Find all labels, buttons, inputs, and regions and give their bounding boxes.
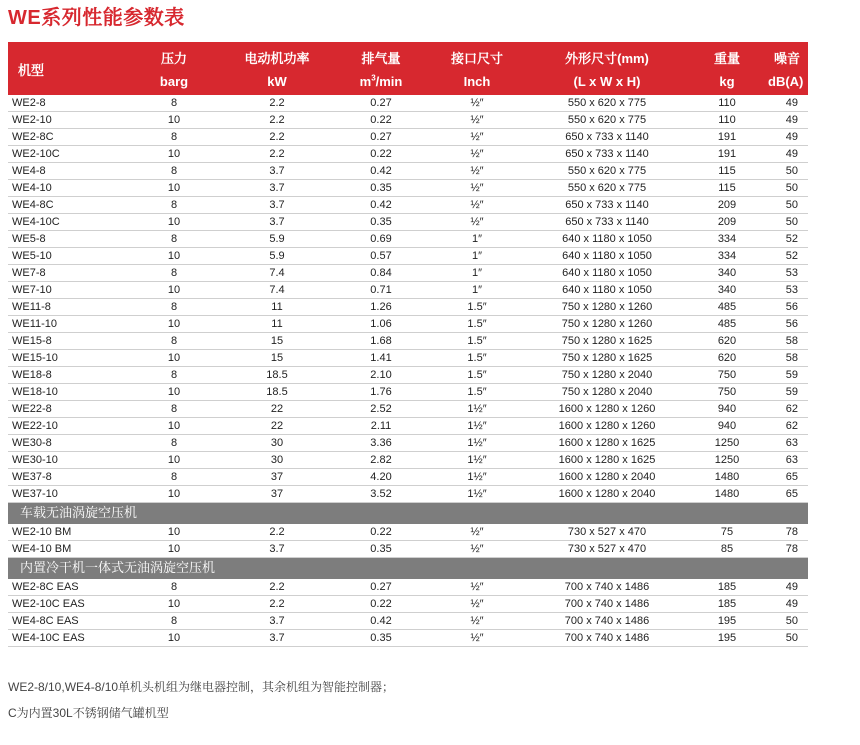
footnote-2: C为内置30L不锈钢储气罐机型 [8, 706, 169, 720]
header-weight: 重量 [686, 42, 768, 71]
cell-weight: 191 [686, 146, 768, 163]
cell-weight: 620 [686, 350, 768, 367]
header-dimensions-unit: (L x W x H) [528, 71, 686, 95]
cell-power: 5.9 [218, 231, 336, 248]
cell-weight: 1480 [686, 469, 768, 486]
cell-noise: 50 [768, 214, 808, 231]
cell-power: 18.5 [218, 384, 336, 401]
cell-air-delivery: 2.10 [336, 367, 426, 384]
cell-model: WE2-10C EAS [8, 596, 130, 613]
footnote-1: WE2-8/10,WE4-8/10单机头机组为继电器控制，其余机组为智能控制器； [8, 680, 395, 694]
cell-air-delivery: 0.42 [336, 163, 426, 180]
cell-weight: 75 [686, 524, 768, 541]
table-row [8, 630, 808, 647]
table-row [8, 469, 808, 486]
cell-air-delivery: 0.35 [336, 630, 426, 647]
spec-table [8, 42, 808, 647]
table-row [8, 541, 808, 558]
cell-power: 15 [218, 333, 336, 350]
cell-pressure: 10 [130, 630, 218, 647]
cell-model: WE22-8 [8, 401, 130, 418]
cell-noise: 49 [768, 579, 808, 596]
cell-power: 2.2 [218, 524, 336, 541]
cell-port-size: 1½″ [426, 469, 528, 486]
cell-noise: 78 [768, 524, 808, 541]
group-header-row [8, 558, 808, 579]
cell-air-delivery: 0.35 [336, 541, 426, 558]
table-row [8, 146, 808, 163]
cell-power: 3.7 [218, 197, 336, 214]
table-row [8, 435, 808, 452]
cell-power: 3.7 [218, 630, 336, 647]
cell-power: 22 [218, 418, 336, 435]
cell-air-delivery: 0.42 [336, 197, 426, 214]
cell-weight: 620 [686, 333, 768, 350]
cell-model: WE4-10 BM [8, 541, 130, 558]
table-row [8, 129, 808, 146]
cell-noise: 56 [768, 316, 808, 333]
cell-port-size: 1.5″ [426, 350, 528, 367]
cell-pressure: 8 [130, 579, 218, 596]
table-row [8, 299, 808, 316]
cell-port-size: ½″ [426, 146, 528, 163]
cell-noise: 62 [768, 418, 808, 435]
group-header-row [8, 503, 808, 524]
cell-weight: 940 [686, 418, 768, 435]
table-row [8, 367, 808, 384]
table-row [8, 248, 808, 265]
cell-weight: 209 [686, 197, 768, 214]
cell-model: WE5-10 [8, 248, 130, 265]
cell-pressure: 10 [130, 596, 218, 613]
cell-dimensions: 1600 x 1280 x 1625 [528, 435, 686, 452]
cell-dimensions: 1600 x 1280 x 2040 [528, 469, 686, 486]
cell-power: 2.2 [218, 129, 336, 146]
cell-power: 2.2 [218, 596, 336, 613]
cell-port-size: 1½″ [426, 418, 528, 435]
cell-dimensions: 730 x 527 x 470 [528, 524, 686, 541]
cell-port-size: ½″ [426, 596, 528, 613]
cell-power: 2.2 [218, 146, 336, 163]
cell-weight: 485 [686, 299, 768, 316]
cell-port-size: 1″ [426, 282, 528, 299]
cell-pressure: 8 [130, 333, 218, 350]
cell-power: 11 [218, 299, 336, 316]
cell-air-delivery: 0.27 [336, 95, 426, 112]
cell-noise: 56 [768, 299, 808, 316]
cell-dimensions: 750 x 1280 x 1625 [528, 350, 686, 367]
cell-port-size: ½″ [426, 180, 528, 197]
cell-noise: 49 [768, 95, 808, 112]
cell-model: WE2-8C EAS [8, 579, 130, 596]
header-pressure: 压力 [130, 42, 218, 71]
cell-port-size: ½″ [426, 579, 528, 596]
table-row [8, 384, 808, 401]
cell-noise: 50 [768, 197, 808, 214]
cell-model: WE11-8 [8, 299, 130, 316]
cell-pressure: 10 [130, 112, 218, 129]
cell-pressure: 10 [130, 524, 218, 541]
table-row [8, 197, 808, 214]
cell-noise: 58 [768, 350, 808, 367]
cell-weight: 110 [686, 112, 768, 129]
header-port-size: 接口尺寸 [426, 42, 528, 71]
cell-noise: 50 [768, 163, 808, 180]
cell-weight: 195 [686, 613, 768, 630]
cell-dimensions: 640 x 1180 x 1050 [528, 282, 686, 299]
table-row [8, 596, 808, 613]
cell-model: WE4-8C EAS [8, 613, 130, 630]
cell-weight: 110 [686, 95, 768, 112]
cell-pressure: 8 [130, 401, 218, 418]
cell-air-delivery: 3.52 [336, 486, 426, 503]
cell-weight: 334 [686, 231, 768, 248]
cell-noise: 53 [768, 282, 808, 299]
cell-air-delivery: 0.42 [336, 613, 426, 630]
cell-pressure: 8 [130, 367, 218, 384]
cell-noise: 59 [768, 367, 808, 384]
cell-weight: 1480 [686, 486, 768, 503]
air-unit-base: m [359, 74, 372, 89]
cell-dimensions: 1600 x 1280 x 2040 [528, 486, 686, 503]
cell-port-size: ½″ [426, 112, 528, 129]
cell-port-size: 1.5″ [426, 299, 528, 316]
cell-port-size: 1½″ [426, 452, 528, 469]
cell-model: WE2-10C [8, 146, 130, 163]
cell-power: 5.9 [218, 248, 336, 265]
cell-noise: 50 [768, 630, 808, 647]
cell-model: WE2-8 [8, 95, 130, 112]
cell-model: WE22-10 [8, 418, 130, 435]
cell-weight: 209 [686, 214, 768, 231]
cell-port-size: 1″ [426, 265, 528, 282]
cell-air-delivery: 1.41 [336, 350, 426, 367]
cell-pressure: 8 [130, 469, 218, 486]
cell-model: WE37-8 [8, 469, 130, 486]
table-row [8, 231, 808, 248]
cell-weight: 340 [686, 265, 768, 282]
table-row [8, 282, 808, 299]
table-row [8, 163, 808, 180]
header-power: 电动机功率 [218, 42, 336, 71]
cell-weight: 485 [686, 316, 768, 333]
cell-power: 2.2 [218, 579, 336, 596]
cell-pressure: 8 [130, 163, 218, 180]
footnotes [8, 676, 394, 728]
cell-port-size: ½″ [426, 163, 528, 180]
header-noise-unit: dB(A) [768, 71, 808, 95]
cell-pressure: 10 [130, 486, 218, 503]
cell-air-delivery: 1.26 [336, 299, 426, 316]
cell-air-delivery: 0.22 [336, 112, 426, 129]
cell-weight: 334 [686, 248, 768, 265]
cell-power: 3.7 [218, 613, 336, 630]
cell-dimensions: 1600 x 1280 x 1260 [528, 418, 686, 435]
cell-weight: 750 [686, 384, 768, 401]
cell-port-size: ½″ [426, 95, 528, 112]
cell-air-delivery: 0.35 [336, 214, 426, 231]
cell-pressure: 10 [130, 282, 218, 299]
cell-dimensions: 650 x 733 x 1140 [528, 146, 686, 163]
header-air-delivery: 排气量 [336, 42, 426, 71]
cell-model: WE11-10 [8, 316, 130, 333]
table-row [8, 613, 808, 630]
cell-weight: 115 [686, 180, 768, 197]
cell-model: WE15-8 [8, 333, 130, 350]
cell-air-delivery: 2.52 [336, 401, 426, 418]
cell-dimensions: 650 x 733 x 1140 [528, 129, 686, 146]
cell-noise: 63 [768, 452, 808, 469]
cell-dimensions: 640 x 1180 x 1050 [528, 231, 686, 248]
cell-power: 7.4 [218, 282, 336, 299]
cell-power: 15 [218, 350, 336, 367]
cell-air-delivery: 1.06 [336, 316, 426, 333]
header-noise: 噪音 [768, 42, 808, 71]
cell-dimensions: 550 x 620 x 775 [528, 112, 686, 129]
cell-air-delivery: 4.20 [336, 469, 426, 486]
header-dimensions: 外形尺寸(mm) [528, 42, 686, 71]
cell-dimensions: 750 x 1280 x 1625 [528, 333, 686, 350]
header-air-unit [336, 71, 426, 95]
cell-power: 11 [218, 316, 336, 333]
cell-pressure: 10 [130, 350, 218, 367]
cell-power: 37 [218, 469, 336, 486]
cell-pressure: 8 [130, 265, 218, 282]
cell-dimensions: 750 x 1280 x 2040 [528, 367, 686, 384]
cell-pressure: 8 [130, 299, 218, 316]
cell-weight: 115 [686, 163, 768, 180]
cell-pressure: 10 [130, 384, 218, 401]
cell-model: WE2-8C [8, 129, 130, 146]
cell-model: WE30-10 [8, 452, 130, 469]
cell-model: WE2-10 [8, 112, 130, 129]
cell-model: WE30-8 [8, 435, 130, 452]
cell-pressure: 10 [130, 418, 218, 435]
cell-weight: 1250 [686, 435, 768, 452]
cell-dimensions: 1600 x 1280 x 1625 [528, 452, 686, 469]
cell-noise: 49 [768, 146, 808, 163]
table-row [8, 214, 808, 231]
cell-weight: 185 [686, 579, 768, 596]
air-unit-exponent: 3 [371, 73, 376, 83]
cell-pressure: 8 [130, 613, 218, 630]
cell-power: 7.4 [218, 265, 336, 282]
cell-weight: 185 [686, 596, 768, 613]
cell-weight: 750 [686, 367, 768, 384]
cell-port-size: 1″ [426, 231, 528, 248]
cell-weight: 191 [686, 129, 768, 146]
cell-pressure: 10 [130, 214, 218, 231]
cell-port-size: ½″ [426, 630, 528, 647]
cell-model: WE18-8 [8, 367, 130, 384]
cell-noise: 49 [768, 129, 808, 146]
cell-air-delivery: 0.71 [336, 282, 426, 299]
table-row [8, 418, 808, 435]
cell-noise: 49 [768, 112, 808, 129]
cell-dimensions: 700 x 740 x 1486 [528, 579, 686, 596]
cell-model: WE4-8 [8, 163, 130, 180]
cell-port-size: ½″ [426, 613, 528, 630]
table-row [8, 401, 808, 418]
page-title: WE系列性能参数表 [8, 7, 185, 29]
cell-noise: 78 [768, 541, 808, 558]
cell-model: WE4-8C [8, 197, 130, 214]
cell-air-delivery: 1.76 [336, 384, 426, 401]
table-row [8, 333, 808, 350]
cell-dimensions: 550 x 620 x 775 [528, 163, 686, 180]
cell-air-delivery: 0.69 [336, 231, 426, 248]
cell-noise: 59 [768, 384, 808, 401]
cell-dimensions: 650 x 733 x 1140 [528, 214, 686, 231]
cell-noise: 53 [768, 265, 808, 282]
header-port-unit: Inch [426, 71, 528, 95]
cell-dimensions: 750 x 1280 x 1260 [528, 299, 686, 316]
cell-noise: 52 [768, 231, 808, 248]
cell-power: 22 [218, 401, 336, 418]
cell-noise: 52 [768, 248, 808, 265]
cell-dimensions: 550 x 620 x 775 [528, 95, 686, 112]
cell-power: 2.2 [218, 95, 336, 112]
cell-air-delivery: 0.22 [336, 596, 426, 613]
group-title: 内置冷干机一体式无油涡旋空压机 [8, 558, 808, 579]
cell-pressure: 10 [130, 180, 218, 197]
cell-pressure: 10 [130, 541, 218, 558]
table-row [8, 350, 808, 367]
table-row [8, 265, 808, 282]
cell-dimensions: 640 x 1180 x 1050 [528, 248, 686, 265]
cell-air-delivery: 0.27 [336, 579, 426, 596]
cell-air-delivery: 0.84 [336, 265, 426, 282]
cell-dimensions: 700 x 740 x 1486 [528, 613, 686, 630]
cell-power: 30 [218, 435, 336, 452]
cell-port-size: 1.5″ [426, 316, 528, 333]
table-header [8, 42, 808, 95]
cell-weight: 940 [686, 401, 768, 418]
table-row [8, 316, 808, 333]
cell-port-size: 1″ [426, 248, 528, 265]
air-unit-rate: /min [375, 74, 403, 89]
cell-air-delivery: 0.27 [336, 129, 426, 146]
cell-port-size: ½″ [426, 214, 528, 231]
header-power-unit: kW [218, 71, 336, 95]
cell-model: WE7-10 [8, 282, 130, 299]
cell-dimensions: 1600 x 1280 x 1260 [528, 401, 686, 418]
cell-port-size: ½″ [426, 129, 528, 146]
cell-weight: 1250 [686, 452, 768, 469]
cell-pressure: 8 [130, 435, 218, 452]
header-pressure-unit: barg [130, 71, 218, 95]
cell-weight: 340 [686, 282, 768, 299]
cell-port-size: 1.5″ [426, 333, 528, 350]
cell-pressure: 10 [130, 146, 218, 163]
cell-dimensions: 700 x 740 x 1486 [528, 596, 686, 613]
cell-air-delivery: 2.82 [336, 452, 426, 469]
cell-air-delivery: 0.22 [336, 146, 426, 163]
header-weight-unit: kg [686, 71, 768, 95]
table-row [8, 524, 808, 541]
cell-noise: 62 [768, 401, 808, 418]
cell-dimensions: 750 x 1280 x 2040 [528, 384, 686, 401]
cell-pressure: 10 [130, 316, 218, 333]
cell-weight: 195 [686, 630, 768, 647]
cell-power: 37 [218, 486, 336, 503]
table-row [8, 180, 808, 197]
cell-noise: 65 [768, 469, 808, 486]
cell-power: 2.2 [218, 112, 336, 129]
cell-port-size: 1½″ [426, 401, 528, 418]
cell-dimensions: 750 x 1280 x 1260 [528, 316, 686, 333]
cell-pressure: 10 [130, 248, 218, 265]
cell-model: WE4-10 [8, 180, 130, 197]
cell-model: WE18-10 [8, 384, 130, 401]
cell-model: WE5-8 [8, 231, 130, 248]
table-body [8, 95, 808, 647]
cell-dimensions: 730 x 527 x 470 [528, 541, 686, 558]
cell-port-size: ½″ [426, 197, 528, 214]
cell-model: WE4-10C EAS [8, 630, 130, 647]
cell-noise: 65 [768, 486, 808, 503]
cell-dimensions: 640 x 1180 x 1050 [528, 265, 686, 282]
cell-weight: 85 [686, 541, 768, 558]
cell-model: WE4-10C [8, 214, 130, 231]
cell-model: WE2-10 BM [8, 524, 130, 541]
cell-noise: 49 [768, 596, 808, 613]
cell-port-size: 1.5″ [426, 367, 528, 384]
cell-port-size: 1½″ [426, 435, 528, 452]
table-row [8, 579, 808, 596]
cell-power: 3.7 [218, 214, 336, 231]
table-row [8, 452, 808, 469]
cell-pressure: 8 [130, 129, 218, 146]
cell-model: WE7-8 [8, 265, 130, 282]
cell-power: 3.7 [218, 180, 336, 197]
table-row [8, 95, 808, 112]
cell-power: 30 [218, 452, 336, 469]
cell-air-delivery: 0.35 [336, 180, 426, 197]
cell-air-delivery: 1.68 [336, 333, 426, 350]
table-row [8, 112, 808, 129]
cell-dimensions: 650 x 733 x 1140 [528, 197, 686, 214]
cell-model: WE15-10 [8, 350, 130, 367]
cell-air-delivery: 2.11 [336, 418, 426, 435]
cell-noise: 50 [768, 180, 808, 197]
cell-power: 3.7 [218, 541, 336, 558]
cell-air-delivery: 0.57 [336, 248, 426, 265]
cell-noise: 58 [768, 333, 808, 350]
table-row [8, 486, 808, 503]
cell-dimensions: 700 x 740 x 1486 [528, 630, 686, 647]
cell-model: WE37-10 [8, 486, 130, 503]
cell-air-delivery: 0.22 [336, 524, 426, 541]
header-model: 机型 [8, 42, 130, 95]
cell-pressure: 10 [130, 452, 218, 469]
cell-power: 18.5 [218, 367, 336, 384]
cell-power: 3.7 [218, 163, 336, 180]
cell-noise: 50 [768, 613, 808, 630]
cell-port-size: ½″ [426, 541, 528, 558]
cell-pressure: 8 [130, 95, 218, 112]
cell-pressure: 8 [130, 231, 218, 248]
cell-pressure: 8 [130, 197, 218, 214]
cell-port-size: 1½″ [426, 486, 528, 503]
cell-port-size: ½″ [426, 524, 528, 541]
cell-port-size: 1.5″ [426, 384, 528, 401]
cell-dimensions: 550 x 620 x 775 [528, 180, 686, 197]
group-title: 车载无油涡旋空压机 [8, 503, 808, 524]
cell-noise: 63 [768, 435, 808, 452]
cell-air-delivery: 3.36 [336, 435, 426, 452]
